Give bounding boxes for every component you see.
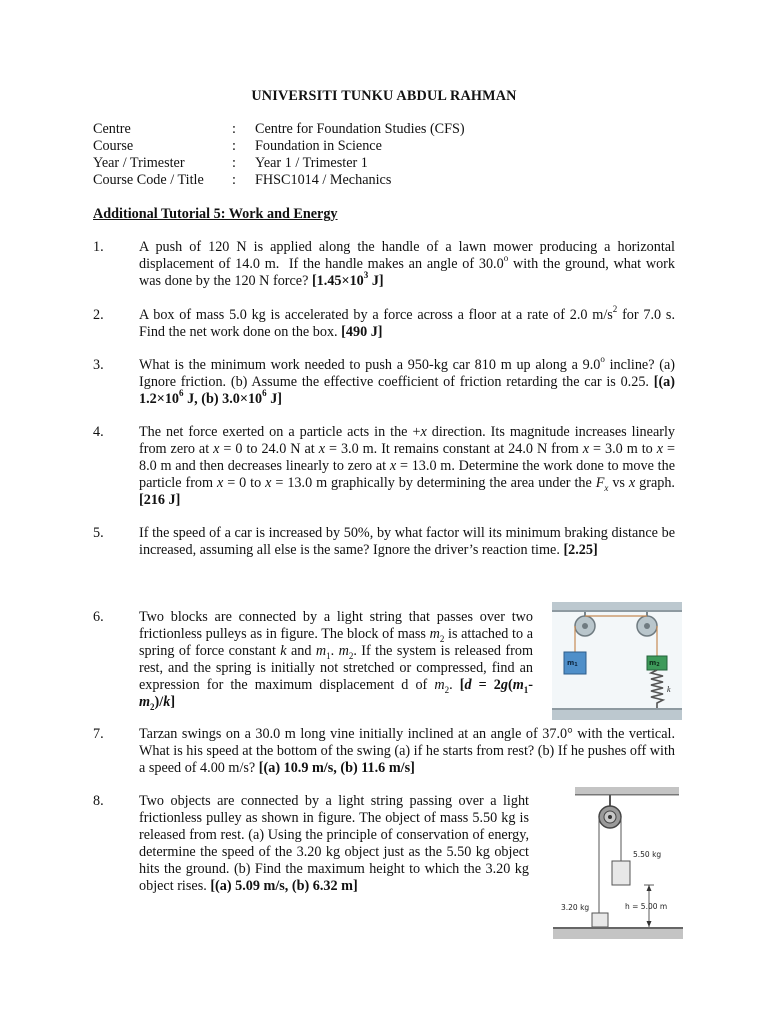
info-colon: : — [232, 121, 236, 137]
question-text: What is the minimum work needed to push a 950-kg car 810 m up along a 9.0$^o$ incline? (a) Ignore friction. (b) Assume the effective coefficient of friction retarding the car is 0.25. [(a) $1.2\times 10^6$ J, (b) $3.0\times 10^6$ J] — [139, 354, 675, 407]
info-label: Year / Trimester — [93, 155, 185, 171]
figure-atwood-machine — [553, 783, 683, 943]
question-number: 3. — [93, 357, 104, 373]
info-label: Centre — [93, 121, 131, 137]
question-number: 6. — [93, 609, 104, 625]
mass-bottom-label: 3.20 kg — [561, 903, 590, 912]
info-value: Centre for Foundation Studies (CFS) — [255, 121, 465, 137]
info-colon: : — [232, 155, 236, 171]
question-number: 7. — [93, 726, 104, 742]
question-text: A box of mass 5.0 kg is accelerated by a force across a floor at a rate of 2.0 $m/s^2$ for 7.0 s. Find the net work done on the box. [490 J] — [139, 304, 675, 340]
info-colon: : — [232, 138, 236, 154]
question-text: Two blocks are connected by a light string that passes over two frictionless pulleys as in figure. The block of mass $m_2$ is attached to a spring of force constant k and $m_1$. $m_2$. If the system is released from rest, and the spring is initially not stretched or compressed, find an expression for the maximum displacement d of $m_2$. [$d = 2g(m_1-$ $m_2)/k$] — [139, 609, 533, 712]
figure-pulley-spring — [552, 602, 682, 720]
question-text: Tarzan swings on a 30.0 m long vine initially inclined at an angle of 37.0° with the vertical. What is his speed at the bottom of the swing (a) if he starts from rest? (b) If he pushes off with a speed of 4.00 m/s? [(a) 10.9 m/s, (b) 11.6 m/s] — [139, 726, 675, 776]
question-number: 1. — [93, 239, 104, 255]
question-number: 8. — [93, 793, 104, 809]
mass-top-label: 5.50 kg — [633, 850, 662, 859]
university-title: UNIVERSITI TUNKU ABDUL RAHMAN — [251, 88, 517, 104]
question-number: 5. — [93, 525, 104, 541]
spring-constant-label: k — [667, 685, 671, 694]
question-text: If the speed of a car is increased by 50%, by what factor will its minimum braking distance be increased, assuming all else is the same? Ignore the driver’s reaction time. [2.25] — [139, 525, 675, 558]
info-label: Course — [93, 138, 134, 154]
info-label: Course Code / Title — [93, 172, 204, 188]
m2-label: m2 — [649, 659, 660, 668]
info-value: FHSC1014 / Mechanics — [255, 172, 392, 188]
question-text: A push of 120 N is applied along the handle of a lawn mower producing a horizontal displacement of 14.0 m. If the handle makes an angle of 30.0$^o$ with the ground, what work was done by the 120 N force? [$1.45\times 10^3$ J] — [139, 239, 675, 289]
question-text: Two objects are connected by a light string passing over a light frictionless pulley as shown in figure. The object of mass 5.50 kg is released from rest. (a) Using the principle of conservation of energy, determine the speed of the 3.20 kg object just as the 5.50 kg object hits the ground. (b) Find the maximum height to which the 3.20 kg object rises. [(a) 5.09 m/s, (b) 6.32 m] — [139, 793, 529, 894]
question-number: 2. — [93, 307, 104, 323]
height-label: h = 5.00 m — [625, 902, 668, 911]
info-colon: : — [232, 172, 236, 188]
question-text: The net force exerted on a particle acts in the +x direction. Its magnitude increases linearly from zero at x = 0 to 24.0 N at x = 3.0 m. It remains constant at 24.0 N from x = 3.0 m to x = 8.0 m and then decreases linearly to zero at x = 13.0 m. Determine the work done to move the particle from x = 0 to x = 13.0 m graphically by determining the area under the $F_x$ vs x graph. [216 J] — [139, 424, 676, 508]
question-number: 4. — [93, 424, 104, 440]
info-value: Foundation in Science — [255, 138, 382, 154]
info-value: Year 1 / Trimester 1 — [255, 155, 368, 171]
m1-label: m1 — [567, 659, 578, 668]
tutorial-heading: Additional Tutorial 5: Work and Energy — [93, 206, 338, 222]
